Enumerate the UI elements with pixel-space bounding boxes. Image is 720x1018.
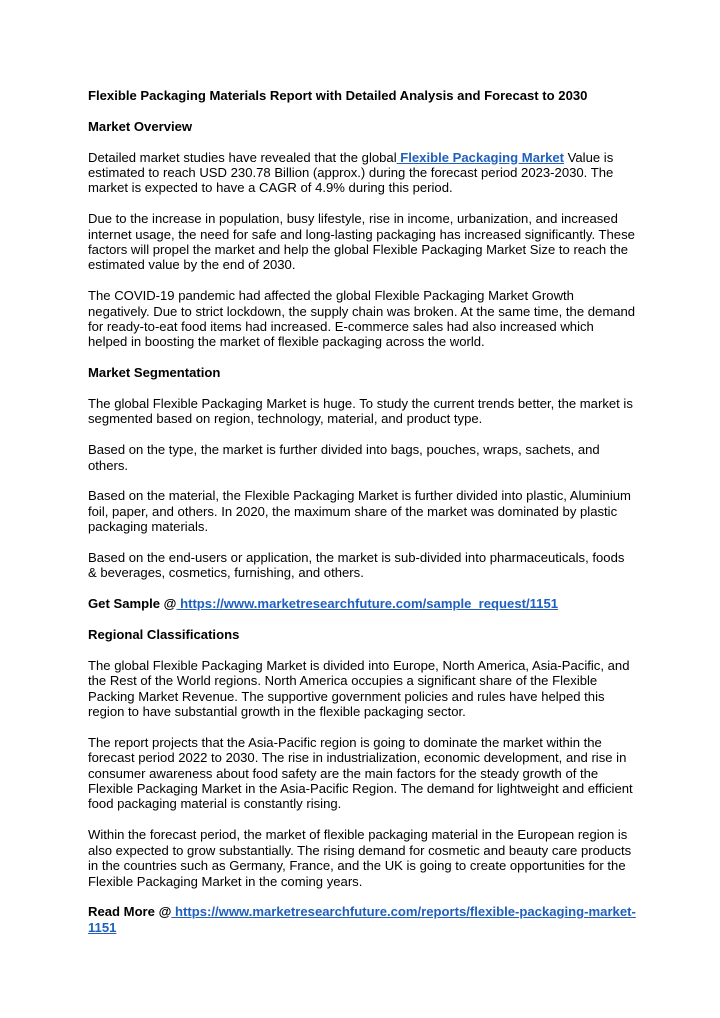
segmentation-paragraph-4: Based on the end-users or application, the market is sub-divided into pharmaceuticals, foods & beverages, cosmetics, furnishing, and others. — [88, 550, 625, 581]
sample-request-line — [88, 596, 636, 611]
segmentation-paragraph-2: Based on the type, the market is further divided into bags, pouches, wraps, sachets, and others. — [88, 442, 600, 473]
overview-heading: Market Overview — [88, 118, 193, 134]
read-more-line — [88, 904, 636, 935]
overview-paragraph-1 — [88, 150, 636, 196]
segmentation-paragraph-1: The global Flexible Packaging Market is huge. To study the current trends better, the market is segmented based on region, technology, material, and product type. — [88, 396, 633, 427]
document-title: Flexible Packaging Materials Report with Detailed Analysis and Forecast to 2030 — [88, 88, 588, 103]
segmentation-heading: Market Segmentation — [88, 365, 221, 381]
regional-paragraph-3: Within the forecast period, the market of flexible packaging material in the European region is also expected to grow substantially. The rising demand for cosmetic and beauty care products in the countries such as Germany, France, and the UK is going to create opportunities for the Flexible Packaging Market in the coming years. — [88, 827, 632, 889]
read-more-link[interactable]: https://www.marketresearchfuture.com/reports/flexible-packaging-market-1151 — [88, 904, 636, 935]
read-more-label: Read More @ — [88, 904, 172, 920]
overview-p1-text-before: Detailed market studies have revealed that the global — [88, 149, 397, 165]
regional-paragraph-1: The global Flexible Packaging Market is divided into Europe, North America, Asia-Pacific, and the Rest of the World regions. North America occupies a significant share of the Flexible Packing Market Revenue. The supportive government policies and rules have helped this region to have substantial growth in the flexible packaging sector. — [88, 657, 630, 720]
segmentation-paragraph-3: Based on the material, the Flexible Packaging Market is further divided into plastic, Aluminium foil, paper, and others. In 2020, the maximum share of the market was dominated by plastic packaging materials. — [88, 488, 631, 535]
overview-paragraph-3: The COVID-19 pandemic had affected the global Flexible Packaging Market Growth negatively. Due to strict lockdown, the supply chain was broken. At the same time, the demand for ready-to-eat food items had increased. E-commerce sales had also increased which helped in boosting the market of flexible packaging across the world. — [88, 288, 636, 350]
flexible-packaging-market-link[interactable]: Flexible Packaging Market — [396, 149, 564, 165]
regional-paragraph-2: The report projects that the Asia-Pacific region is going to dominate the market within the forecast period 2022 to 2030. The rise in industrialization, economic development, and rise in consumer awareness about food safety are the main factors for the steady growth of the Flexible Packaging Market in the Asia-Pacific Region. The demand for lightweight and efficient food packaging material is constantly rising. — [88, 734, 633, 812]
regional-heading: Regional Classifications — [88, 627, 240, 643]
overview-p1-text-after: Value is estimated to reach USD 230.78 Billion (approx.) during the forecast period 2023-2030. The market is expected to have a CAGR of 4.9% during this period. — [88, 149, 614, 196]
document-page — [88, 88, 636, 951]
sample-label: Get Sample @ — [88, 596, 177, 612]
sample-request-link[interactable]: https://www.marketresearchfuture.com/sample_request/1151 — [176, 596, 559, 612]
overview-paragraph-2: Due to the increase in population, busy lifestyle, rise in income, urbanization, and increased internet usage, the need for safe and long-lasting packaging has increased significantly. These factors will propel the market and help the global Flexible Packaging Market Size to reach the estimated value by the end of 2030. — [88, 211, 635, 273]
